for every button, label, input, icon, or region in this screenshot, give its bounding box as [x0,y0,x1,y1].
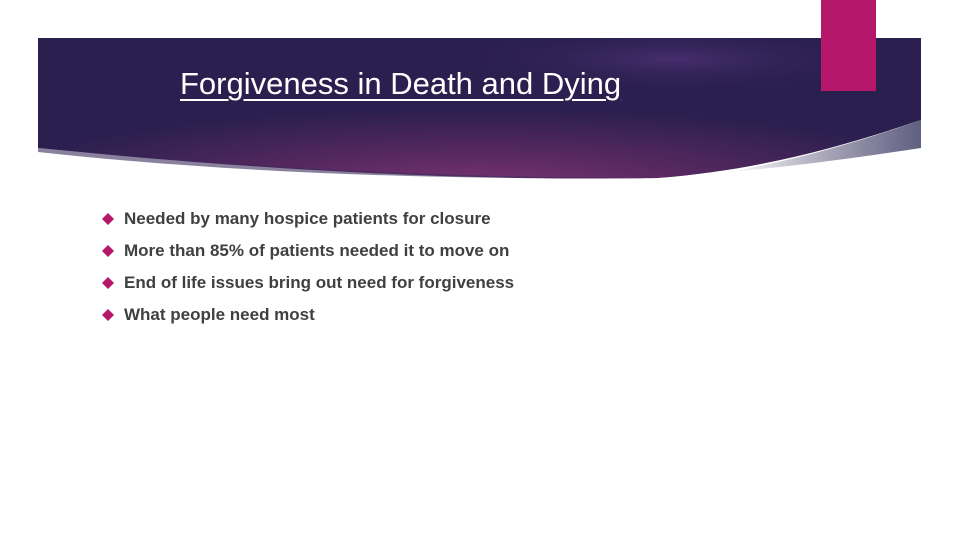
list-item [100,267,514,299]
list-item [100,235,514,267]
bullet-text: More than 85% of patients needed it to move on [124,241,510,260]
bullet-text: Needed by many hospice patients for closure [124,209,491,228]
accent-tab-shape [821,0,876,91]
diamond-bullet-icon [101,276,115,290]
title-banner [38,38,921,180]
diamond-bullet-icon [101,244,115,258]
accent-tab [821,0,876,91]
bullet-text: End of life issues bring out need for forgiveness [124,273,515,292]
diamond-bullet-icon [101,212,115,226]
bullet-list [100,203,514,331]
slide-title: Forgiveness in Death and Dying [180,66,622,101]
list-item [100,299,514,331]
title-banner-background [38,38,921,180]
list-item [100,203,514,235]
diamond-bullet-icon [101,308,115,322]
bullet-text: What people need most [124,305,315,324]
